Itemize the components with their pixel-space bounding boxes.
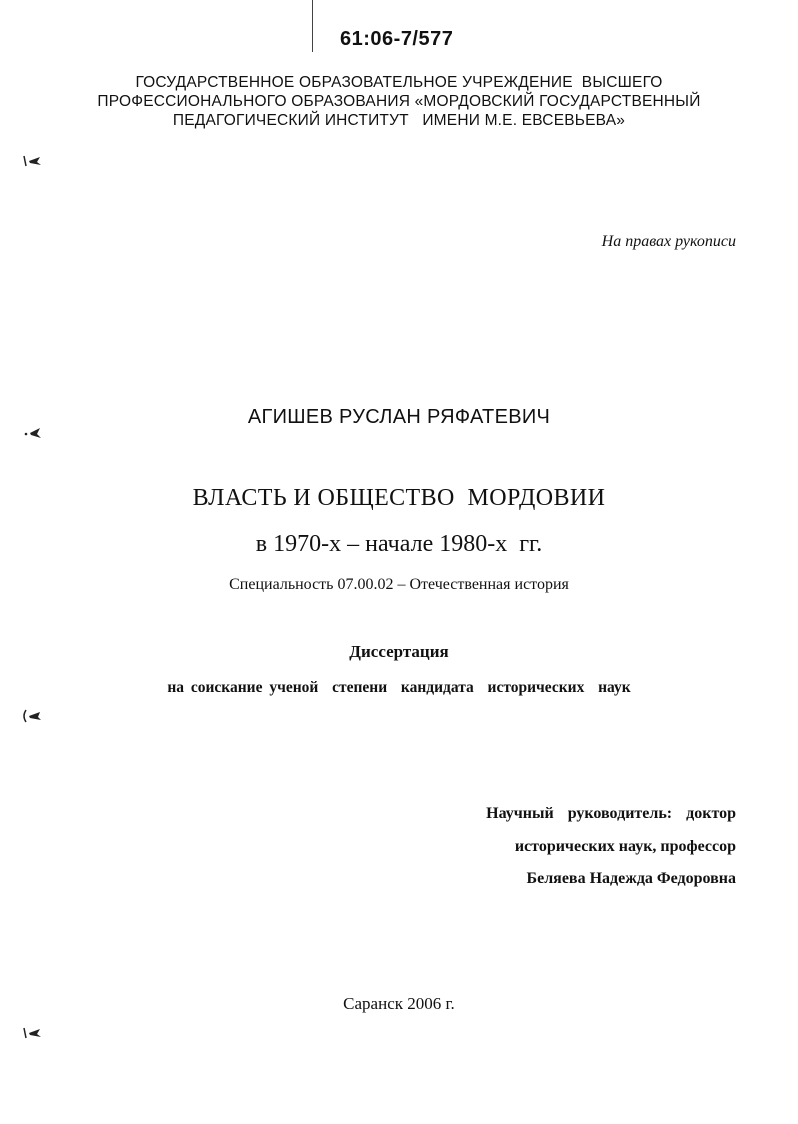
institution-line-3: ПЕДАГОГИЧЕСКИЙ ИНСТИТУТ ИМЕНИ М.Е. ЕВСЕВЬЕВА» xyxy=(172,112,626,129)
author-name: АГИШЕВ РУСЛАН РЯФАТЕВИЧ xyxy=(247,406,551,428)
degree-line: на соискание ученой степени кандидата исторических наук xyxy=(167,679,631,696)
manuscript-note: На правах рукописи xyxy=(601,233,736,250)
supervisor-line-1: Научный руководитель: доктор xyxy=(486,805,736,822)
scan-mark-icon xyxy=(22,153,44,169)
city-year: Саранск 2006 г. xyxy=(343,994,455,1013)
archive-code: 61:06-7/577 xyxy=(340,28,454,50)
scan-mark-icon xyxy=(22,425,44,441)
scan-mark-icon xyxy=(22,708,44,724)
document-type: Диссертация xyxy=(349,642,449,661)
supervisor-line-3: Беляева Надежда Федоровна xyxy=(526,870,736,887)
stamp-line xyxy=(312,0,313,52)
institution-name xyxy=(0,73,798,130)
supervisor-line-2: исторических наук, профессор xyxy=(514,838,736,855)
scan-mark-icon xyxy=(22,1025,44,1041)
institution-line-2: ПРОФЕССИОНАЛЬНОГО ОБРАЗОВАНИЯ «МОРДОВСКИЙ ГОСУДАРСТВЕННЫЙ xyxy=(97,93,701,110)
specialty: Специальность 07.00.02 – Отечественная история xyxy=(229,576,569,593)
title-line-1: ВЛАСТЬ И ОБЩЕСТВО МОРДОВИИ xyxy=(192,485,606,511)
title-line-2: в 1970-х – начале 1980-х гг. xyxy=(255,531,543,557)
institution-line-1: ГОСУДАРСТВЕННОЕ ОБРАЗОВАТЕЛЬНОЕ УЧРЕЖДЕНИЕ ВЫСШЕГО xyxy=(135,74,663,91)
